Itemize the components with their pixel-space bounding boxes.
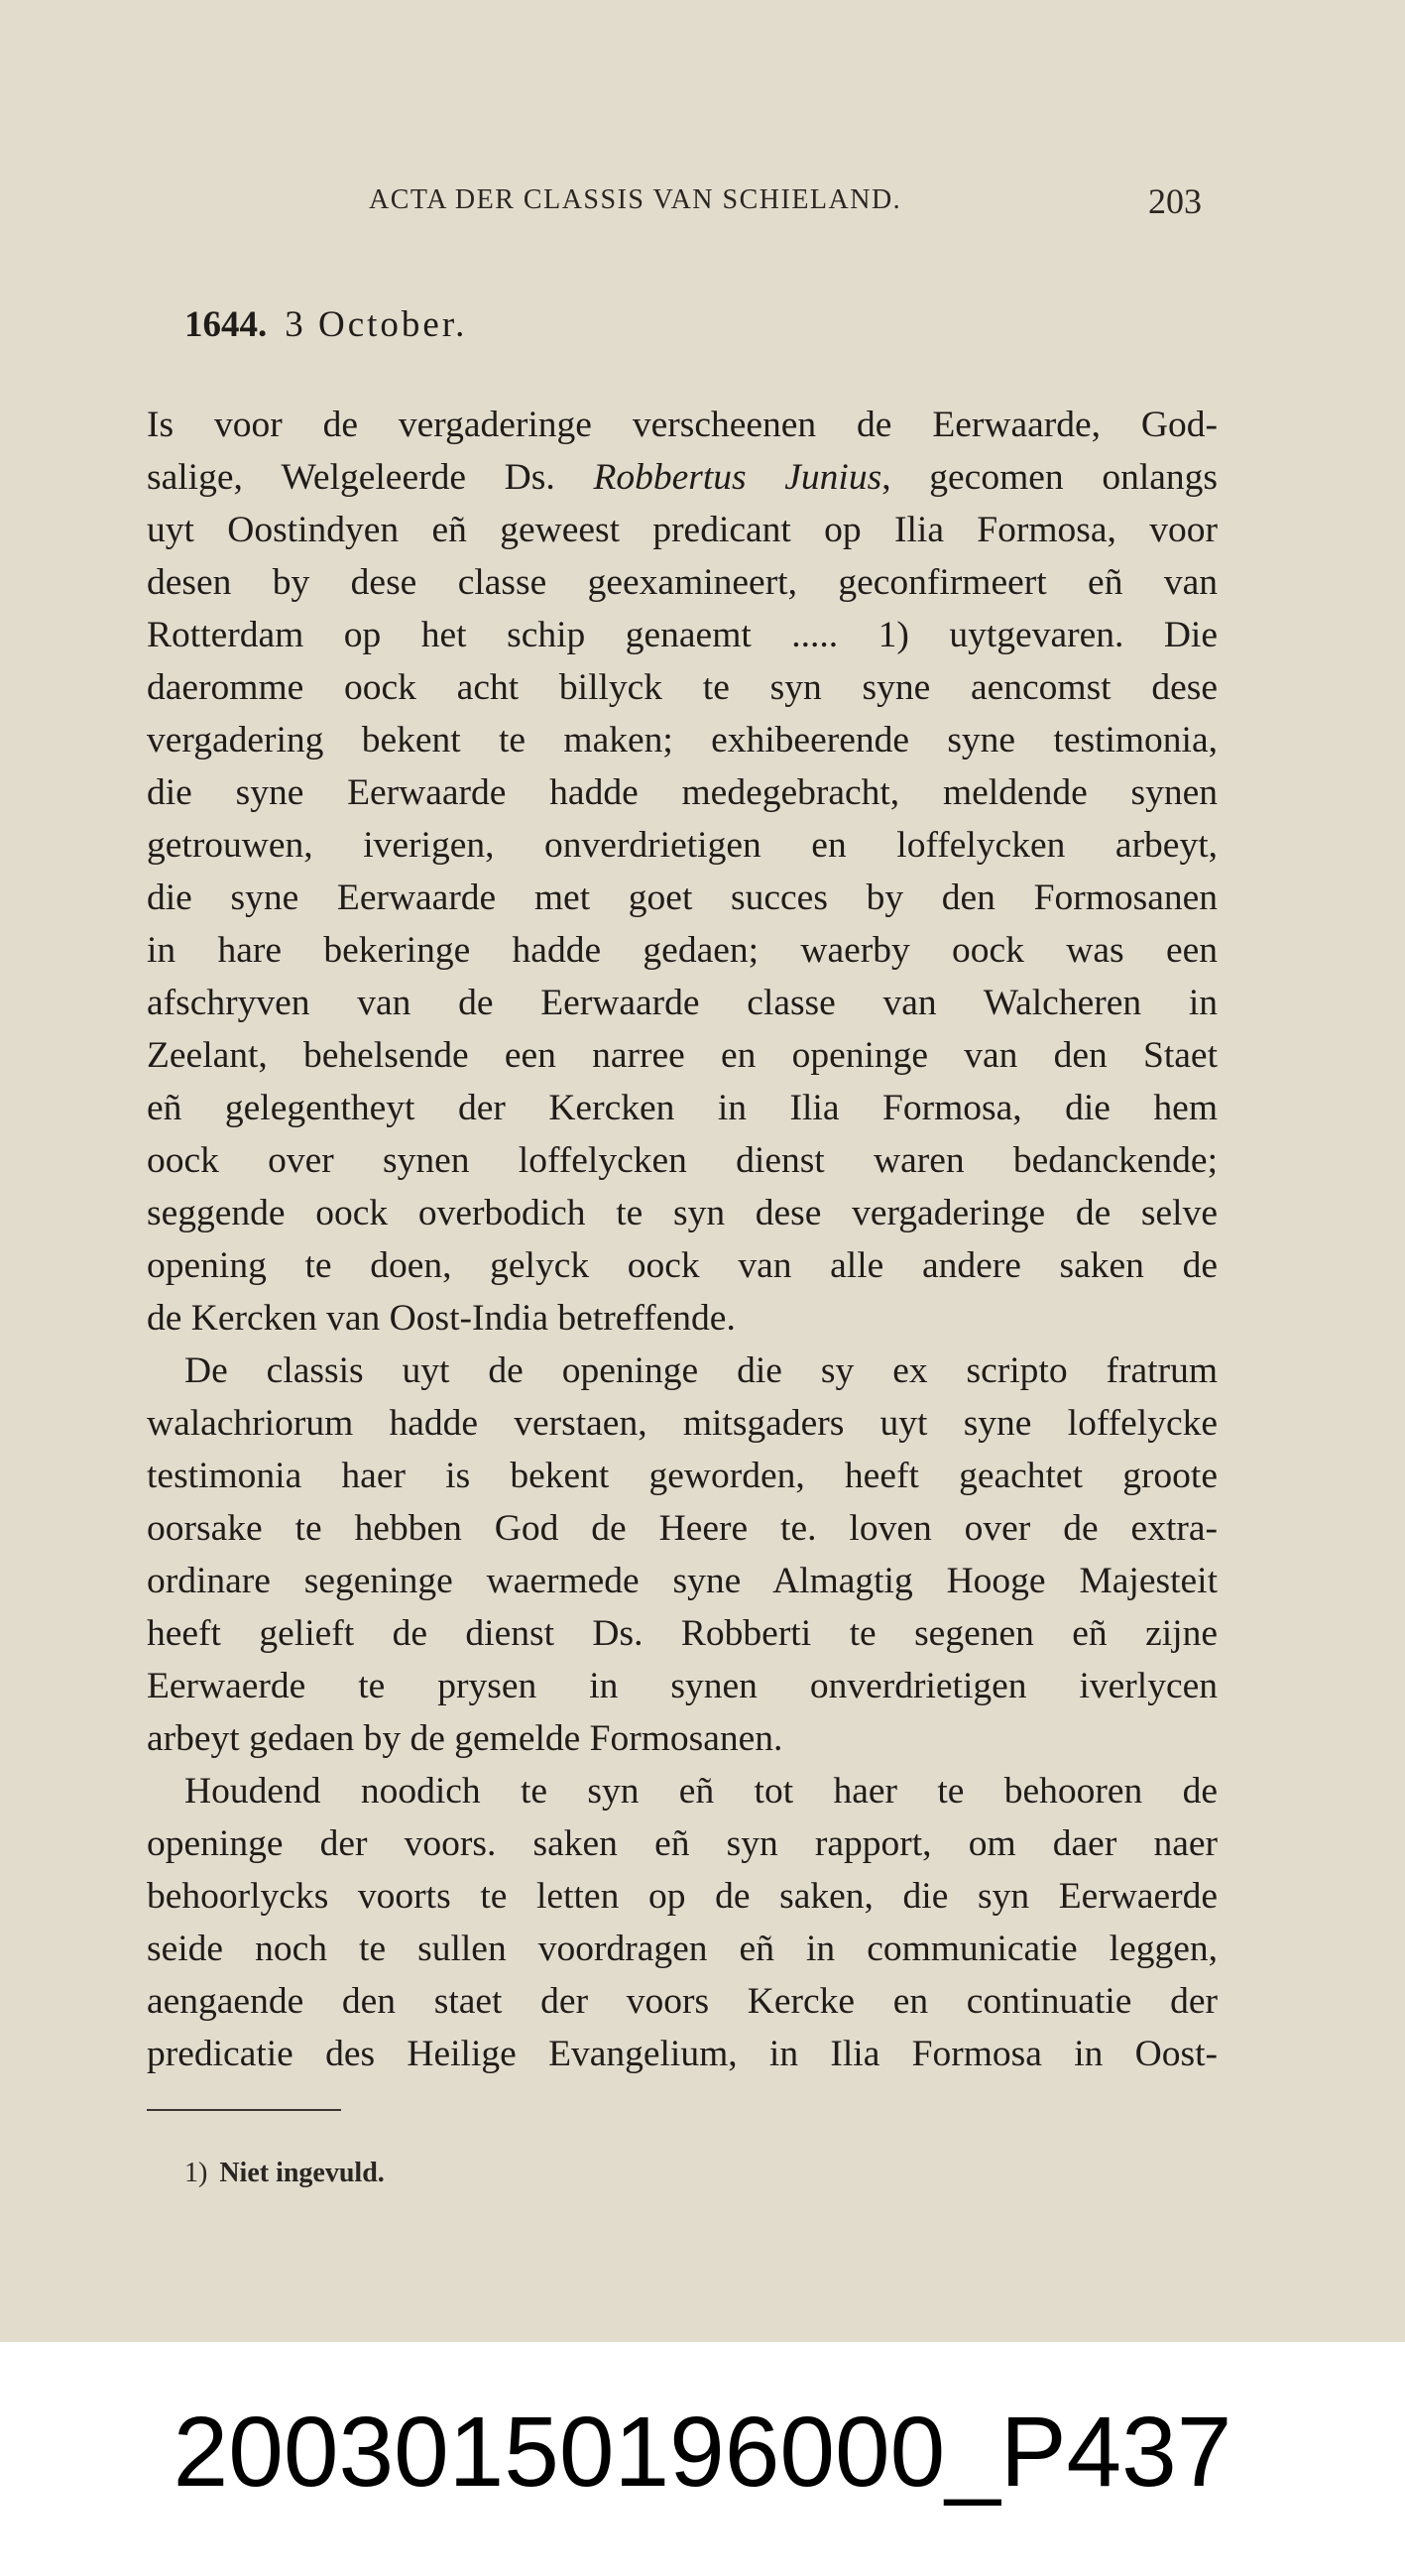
running-head bbox=[0, 180, 1405, 224]
footnote-marker: 1) bbox=[184, 2158, 208, 2188]
text-line-start: saligе, Welgeleerde Ds. bbox=[147, 457, 555, 498]
text-line: Rotterdam op het schip genaemt ..... 1) uytgevaren. Die bbox=[147, 615, 1218, 655]
personal-name-italic: Robbertus Junius bbox=[593, 457, 882, 498]
text-line: in hare bekeringe hadde gedaen; waerby oock was een bbox=[147, 930, 1218, 971]
text-line: predicatie des Heilige Evangelium, in Ilia Formosa in Oost- bbox=[147, 2034, 1218, 2074]
text-line: oock over synen loffelycken dienst waren bedanckende; bbox=[147, 1140, 1218, 1181]
text-line: walachriorum hadde verstaen, mitsgaders uyt syne loffelycke bbox=[147, 1403, 1218, 1444]
text-line: seggende oock overbodich te syn dese vergaderinge de selve bbox=[147, 1193, 1218, 1233]
text-line: uyt Oostindyen eñ geweest predicant op Ilia Formosa, voor bbox=[147, 510, 1218, 550]
text-line: seide noch te sullen voordragen eñ in communicatie leggen, bbox=[147, 1929, 1218, 1969]
text-line: eñ gelegentheyt der Kercken in Ilia Formosa, die hem bbox=[147, 1088, 1218, 1128]
body-text bbox=[147, 399, 1218, 2080]
text-line: De classis uyt de openinge die sy ex scripto fratrum bbox=[184, 1350, 1218, 1391]
text-line-end: , gecomen onlangs bbox=[881, 457, 1218, 498]
entry-year: 1644. bbox=[184, 304, 268, 345]
text-line: daeromme oock acht billyck te syn syne aencomst dese bbox=[147, 667, 1218, 708]
text-line: openinge der voors. saken eñ syn rapport, om daer naer bbox=[147, 1823, 1218, 1864]
text-line: Zeelant, behelsende een narree en openinge van den Staet bbox=[147, 1035, 1218, 1076]
text-line: aengaende den staet der voors Kercke en continuatie der bbox=[147, 1981, 1218, 2022]
text-line: arbeyt gedaen by de gemelde Formosanen. bbox=[147, 1718, 783, 1759]
entry-day: 3 October. bbox=[285, 304, 468, 345]
text-line: de Kercken van Oost-India betreffende. bbox=[147, 1298, 736, 1339]
text-line: getrouwen, iverigen, onverdrietigen en loffelycken arbeyt, bbox=[147, 825, 1218, 866]
text-line: afschryven van de Eerwaarde classe van Walcheren in bbox=[147, 983, 1218, 1023]
text-line: vergadering bekent te maken; exhibeerende syne testimonia, bbox=[147, 720, 1218, 761]
text-line: desen by dese classe geexamineert, geconfirmeert eñ van bbox=[147, 562, 1218, 603]
footnote bbox=[184, 2158, 385, 2189]
text-line: ordinare segeninge waermede syne Almagtig Hooge Majesteit bbox=[147, 1561, 1218, 1601]
text-line: die syne Eerwaarde hadde medegebracht, meldende synen bbox=[147, 772, 1218, 813]
text-line: testimonia haer is bekent geworden, heeft geachtet groote bbox=[147, 1456, 1218, 1496]
text-line bbox=[147, 451, 1218, 504]
footnote-text: Niet ingevuld. bbox=[219, 2158, 385, 2188]
footnote-divider bbox=[147, 2109, 341, 2111]
page-number: 203 bbox=[1148, 181, 1202, 221]
entry-date-heading bbox=[184, 303, 467, 346]
text-line: Is voor de vergaderinge verscheenen de Eerwaarde, God- bbox=[147, 405, 1218, 445]
text-line: behoorlycks voorts te letten op de saken, die syn Eerwaerde bbox=[147, 1876, 1218, 1917]
text-line: oorsake te hebben God de Heere te. loven over de extra- bbox=[147, 1508, 1218, 1549]
scan-identifier: 20030150196000_P437 bbox=[173, 2397, 1232, 2508]
text-line: Eerwaerde te prysen in synen onverdrietigen iverlycen bbox=[147, 1666, 1218, 1706]
text-line: opening te doen, gelyck oock van alle andere saken de bbox=[147, 1245, 1218, 1286]
text-line: die syne Eerwaarde met goet succes by den Formosanen bbox=[147, 878, 1218, 918]
text-line: Houdend noodich te syn eñ tot haer te behooren de bbox=[184, 1771, 1218, 1812]
text-line: heeft gelieft de dienst Ds. Robberti te segenen eñ zijne bbox=[147, 1613, 1218, 1654]
running-title: ACTA DER CLASSIS VAN SCHIELAND. bbox=[369, 184, 902, 215]
